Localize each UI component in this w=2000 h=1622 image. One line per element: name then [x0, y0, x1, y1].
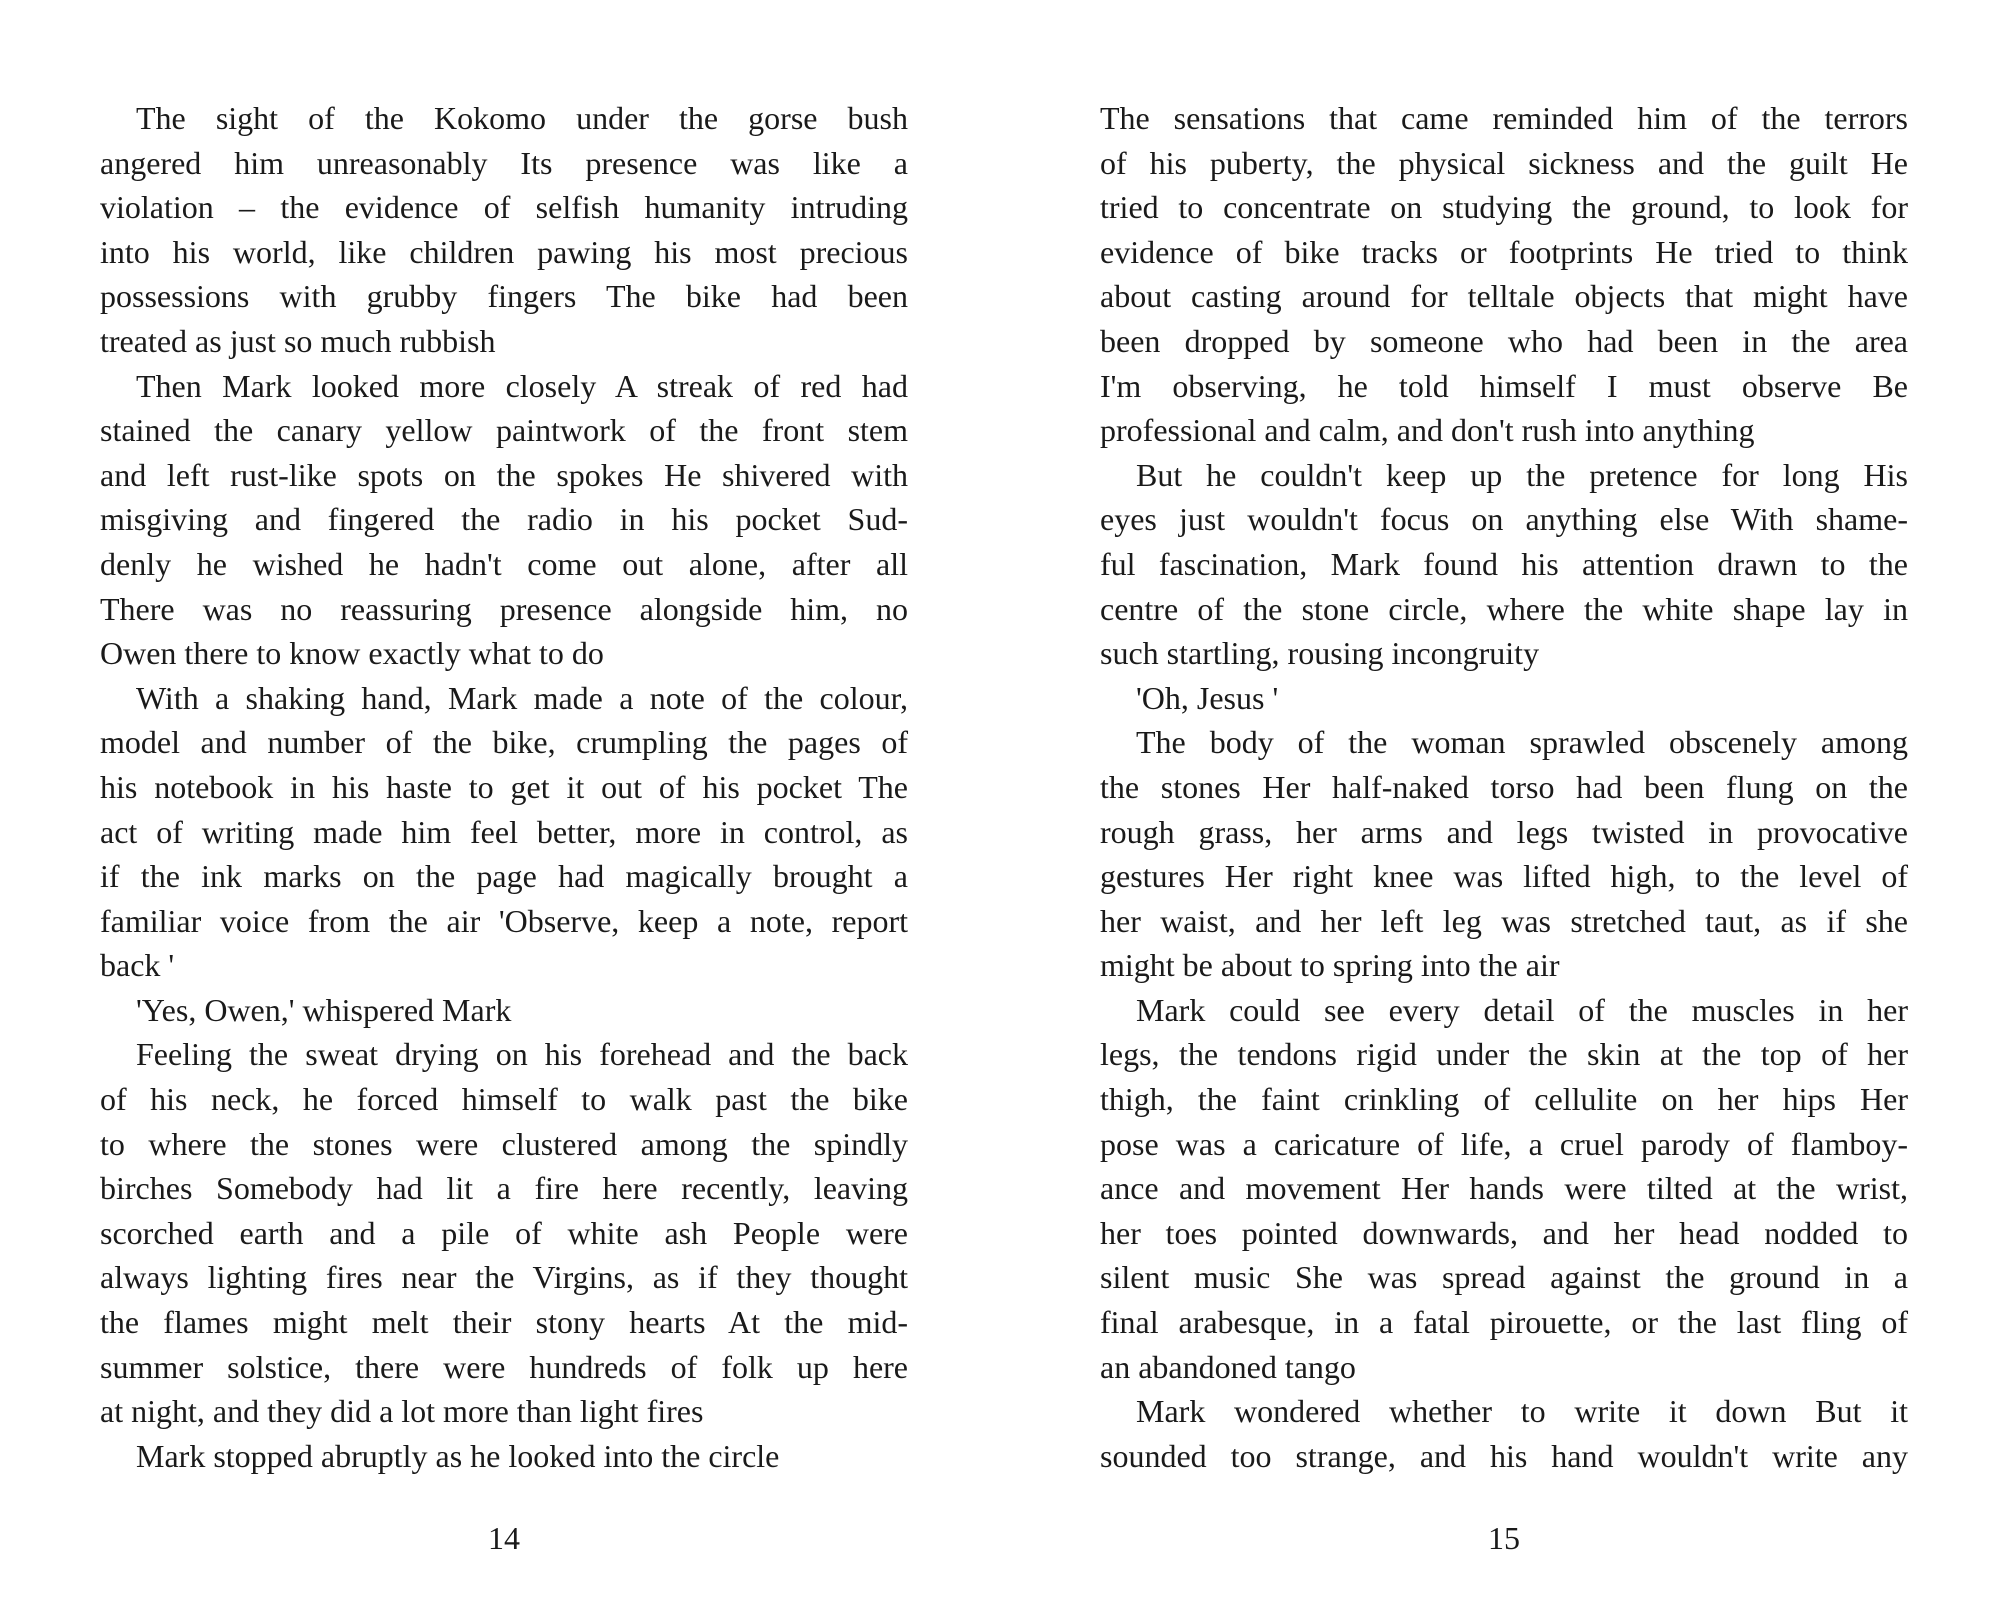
text-line: ful fascination, Mark found his attention drawn to the: [1100, 545, 1908, 582]
text-line: 'Oh, Jesus ': [1136, 679, 1279, 716]
left-page-text: [100, 96, 908, 1478]
text-line: pose was a caricature of life, a cruel parody of flamboy-: [1100, 1125, 1908, 1162]
text-line: stained the canary yellow paintwork of the front stem: [100, 412, 908, 449]
text-line: Then Mark looked more closely A streak of red had: [136, 367, 908, 404]
text-line: model and number of the bike, crumpling the pages of: [100, 724, 908, 761]
text-line: his notebook in his haste to get it out of his pocket The: [100, 768, 908, 805]
text-line: if the ink marks on the page had magically brought a: [100, 858, 908, 895]
text-line: to where the stones were clustered among the spindly: [100, 1125, 908, 1162]
right-page: [1100, 96, 1908, 1556]
text-line: misgiving and fingered the radio in his pocket Sud-: [100, 501, 908, 538]
text-line: The sight of the Kokomo under the gorse bush: [136, 100, 908, 136]
left-page: [100, 96, 908, 1556]
text-line: might be about to spring into the air: [1100, 947, 1560, 984]
text-line: of his neck, he forced himself to walk past the bike: [100, 1081, 908, 1118]
text-line: familiar voice from the air 'Observe, keep a note, report: [100, 902, 908, 939]
text-line: final arabesque, in a fatal pirouette, or the last fling of: [1100, 1304, 1908, 1341]
text-line: at night, and they did a lot more than light fires: [100, 1393, 704, 1430]
text-line: treated as just so much rubbish: [100, 322, 496, 359]
text-line: tried to concentrate on studying the ground, to look for: [1100, 189, 1908, 226]
text-line: always lighting fires near the Virgins, as if they thought: [100, 1259, 908, 1296]
text-line: I'm observing, he told himself I must observe Be: [1100, 367, 1908, 404]
text-line: There was no reassuring presence alongside him, no: [100, 590, 908, 627]
text-line: back ': [100, 947, 175, 984]
text-line: been dropped by someone who had been in the area: [1100, 322, 1908, 359]
text-line: act of writing made him feel better, more in control, as: [100, 813, 908, 850]
text-line: an abandoned tango: [1100, 1348, 1356, 1385]
text-line: into his world, like children pawing his most precious: [100, 233, 908, 270]
text-line: Feeling the sweat drying on his forehead and the back: [136, 1036, 908, 1073]
text-line: Owen there to know exactly what to do: [100, 635, 604, 672]
page-number: 14: [488, 1520, 520, 1556]
text-line: evidence of bike tracks or footprints He tried to think: [1100, 233, 1908, 270]
right-page-text: [1100, 96, 1908, 1478]
text-line: and left rust-like spots on the spokes He shivered with: [100, 456, 908, 493]
text-line: But he couldn't keep up the pretence for long His: [1136, 456, 1908, 493]
text-line: possessions with grubby fingers The bike had been: [100, 278, 908, 315]
text-line: Mark wondered whether to write it down But it: [1136, 1393, 1908, 1430]
text-line: Mark stopped abruptly as he looked into the circle: [136, 1437, 780, 1474]
text-line: summer solstice, there were hundreds of folk up here: [100, 1348, 908, 1385]
text-line: denly he wished he hadn't come out alone, after all: [100, 545, 908, 582]
text-line: Mark could see every detail of the muscles in her: [1136, 991, 1908, 1028]
text-line: of his puberty, the physical sickness and the guilt He: [1100, 144, 1908, 181]
text-line: The sensations that came reminded him of the terrors: [1100, 100, 1908, 136]
text-line: such startling, rousing incongruity: [1100, 635, 1540, 672]
text-line: thigh, the faint crinkling of cellulite on her hips Her: [1100, 1081, 1908, 1118]
text-line: sounded too strange, and his hand wouldn't write any: [1100, 1437, 1908, 1474]
text-line: rough grass, her arms and legs twisted in provocative: [1100, 813, 1908, 850]
text-line: birches Somebody had lit a fire here recently, leaving: [100, 1170, 908, 1207]
text-line: 'Yes, Owen,' whispered Mark: [136, 991, 512, 1028]
text-line: centre of the stone circle, where the white shape lay in: [1100, 590, 1908, 627]
text-line: her toes pointed downwards, and her head nodded to: [1100, 1214, 1908, 1251]
text-line: eyes just wouldn't focus on anything else With shame-: [1100, 501, 1908, 538]
text-line: the stones Her half-naked torso had been flung on the: [1100, 768, 1908, 805]
text-line: angered him unreasonably Its presence was like a: [100, 144, 908, 181]
text-line: ance and movement Her hands were tilted at the wrist,: [1100, 1170, 1908, 1207]
text-line: With a shaking hand, Mark made a note of the colour,: [136, 679, 908, 716]
text-line: about casting around for telltale objects that might have: [1100, 278, 1908, 315]
text-line: legs, the tendons rigid under the skin at the top of her: [1100, 1036, 1908, 1073]
text-line: gestures Her right knee was lifted high, to the level of: [1100, 858, 1908, 895]
page-number: 15: [1488, 1520, 1520, 1556]
text-line: scorched earth and a pile of white ash People were: [100, 1214, 908, 1251]
text-line: The body of the woman sprawled obscenely among: [1136, 724, 1908, 761]
text-line: professional and calm, and don't rush into anything: [1100, 412, 1755, 449]
text-line: the flames might melt their stony hearts At the mid-: [100, 1304, 908, 1341]
text-line: her waist, and her left leg was stretched taut, as if she: [1100, 902, 1908, 939]
text-line: silent music She was spread against the ground in a: [1100, 1259, 1908, 1296]
text-line: violation – the evidence of selfish humanity intruding: [100, 189, 908, 226]
